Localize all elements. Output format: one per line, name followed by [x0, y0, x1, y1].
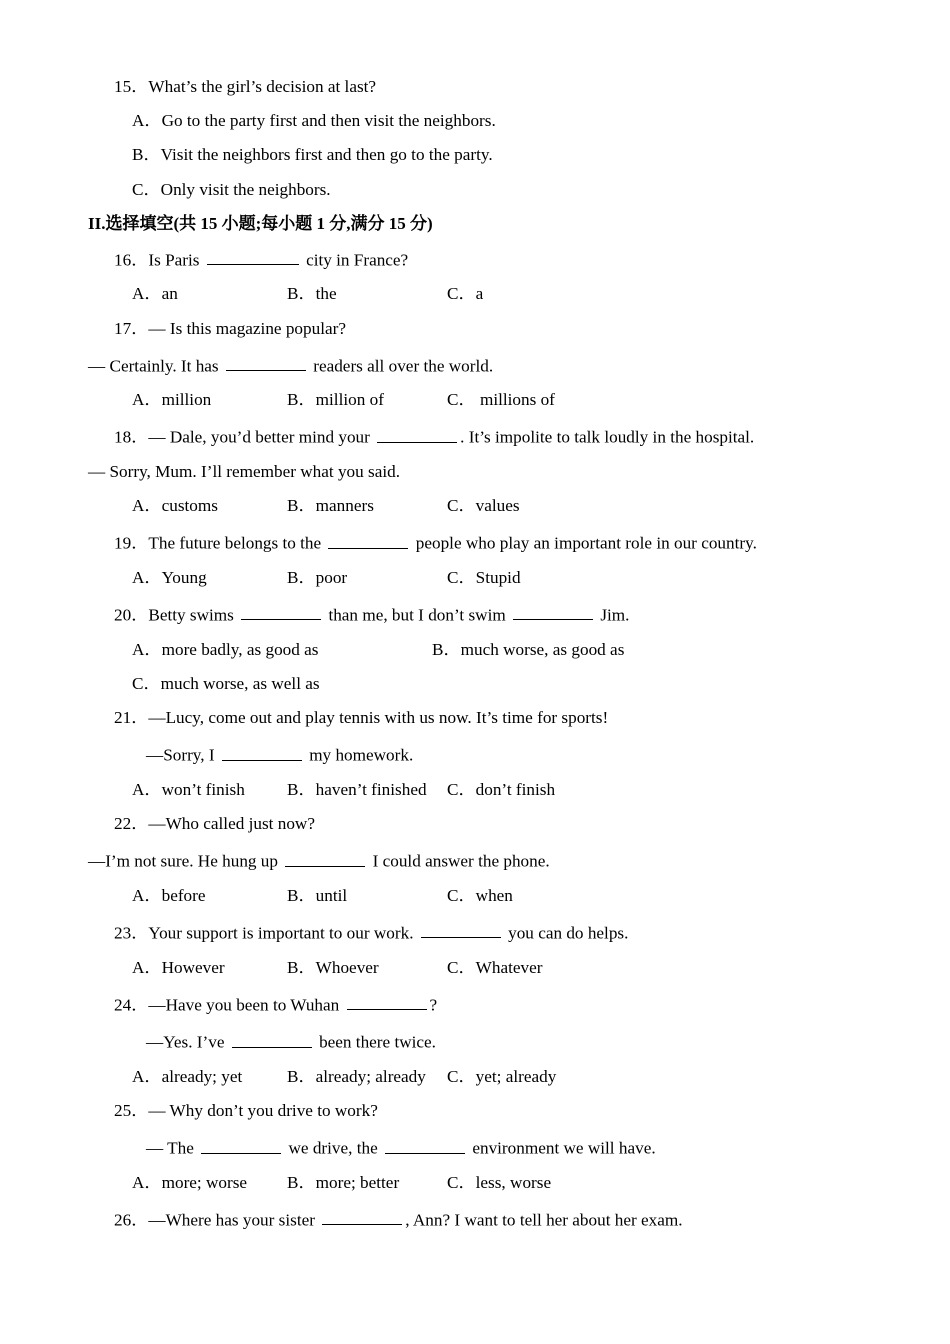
- answer-blank: [328, 531, 408, 548]
- option-row: [132, 641, 830, 658]
- option-row: [132, 569, 830, 586]
- answer-option[interactable]: A．more badly, as good as: [132, 639, 319, 659]
- answer-option[interactable]: B．much worse, as good as: [432, 639, 625, 659]
- answer-option[interactable]: B．the: [287, 284, 337, 304]
- answer-option[interactable]: B．million of: [287, 390, 384, 410]
- answer-option[interactable]: B．Whoever: [287, 957, 379, 977]
- question-line: 16．Is Paris city in France?: [114, 248, 830, 269]
- answer-option[interactable]: A．already; yet: [132, 1066, 243, 1086]
- question-line: 23．Your support is important to our work. you can do helps.: [114, 921, 830, 942]
- option-row: [132, 1174, 830, 1191]
- answer-option[interactable]: A．more; worse: [132, 1172, 248, 1192]
- question-line: 19．The future belongs to the people who play an important role in our country.: [114, 531, 830, 552]
- answer-option[interactable]: B．haven’t finished: [287, 779, 427, 799]
- answer-option[interactable]: B．already; already: [287, 1066, 426, 1086]
- answer-option[interactable]: A．an: [132, 284, 178, 304]
- answer-option[interactable]: C．much worse, as well as: [132, 673, 320, 693]
- answer-blank: [421, 921, 501, 938]
- answer-option[interactable]: A．customs: [132, 496, 218, 516]
- answer-blank: [232, 1030, 312, 1047]
- option-row: [132, 391, 830, 408]
- answer-blank: [241, 603, 321, 620]
- question-line: 18．— Dale, you’d better mind your . It’s impolite to talk loudly in the hospital.: [114, 425, 830, 446]
- answer-option[interactable]: C． millions of: [447, 390, 555, 410]
- option-row: [132, 887, 830, 904]
- answer-blank: [385, 1136, 465, 1153]
- question-line: — Sorry, Mum. I’ll remember what you said.: [88, 462, 401, 482]
- answer-option[interactable]: C．a: [447, 284, 484, 304]
- question-line: 17．— Is this magazine popular?: [114, 318, 346, 338]
- answer-option[interactable]: C．when: [447, 885, 513, 905]
- answer-option[interactable]: A．before: [132, 885, 206, 905]
- answer-option[interactable]: B．until: [287, 885, 348, 905]
- answer-option[interactable]: C．don’t finish: [447, 779, 556, 799]
- answer-blank: [377, 425, 457, 442]
- answer-option[interactable]: C．Stupid: [447, 567, 521, 587]
- option-row: [132, 781, 830, 798]
- question-line: 15．What’s the girl’s decision at last?: [114, 77, 377, 96]
- question-line: —Sorry, I my homework.: [146, 743, 830, 764]
- answer-option[interactable]: C．less, worse: [447, 1172, 552, 1192]
- question-line: — Certainly. It has readers all over the world.: [88, 354, 830, 375]
- question-line: —I’m not sure. He hung up I could answer the phone.: [88, 849, 830, 870]
- section-heading: II.选择填空(共 15 小题;每小题 1 分,满分 15 分): [88, 213, 433, 233]
- answer-option[interactable]: B．Visit the neighbors first and then go to the party.: [132, 145, 493, 165]
- answer-option[interactable]: A．Young: [132, 567, 207, 587]
- answer-option[interactable]: B．poor: [287, 567, 348, 587]
- answer-blank: [285, 849, 365, 866]
- answer-blank: [201, 1136, 281, 1153]
- question-line: 20．Betty swims than me, but I don’t swim Jim.: [114, 603, 830, 624]
- answer-option[interactable]: A．won’t finish: [132, 779, 245, 799]
- question-line: 25．— Why don’t you drive to work?: [114, 1100, 378, 1120]
- answer-blank: [226, 354, 306, 371]
- question-line: 21．—Lucy, come out and play tennis with us now. It’s time for sports!: [114, 708, 609, 728]
- answer-option[interactable]: C．values: [447, 496, 520, 516]
- question-line: 24．—Have you been to Wuhan ?: [114, 993, 830, 1014]
- option-row: [132, 497, 830, 514]
- answer-blank: [222, 743, 302, 760]
- answer-blank: [347, 993, 427, 1010]
- document-body: [88, 78, 830, 1228]
- question-line: 22．—Who called just now?: [114, 814, 315, 834]
- question-line: 26．—Where has your sister , Ann? I want to tell her about her exam.: [114, 1208, 830, 1229]
- option-row: [132, 285, 830, 302]
- question-line: —Yes. I’ve been there twice.: [146, 1030, 830, 1051]
- answer-option[interactable]: C．yet; already: [447, 1066, 557, 1086]
- answer-blank: [513, 603, 593, 620]
- question-line: — The we drive, the environment we will have.: [146, 1136, 830, 1157]
- answer-option[interactable]: B．manners: [287, 496, 374, 516]
- answer-option[interactable]: A．Go to the party first and then visit the neighbors.: [132, 111, 496, 131]
- answer-option[interactable]: A．However: [132, 957, 225, 977]
- answer-option[interactable]: B．more; better: [287, 1172, 400, 1192]
- answer-blank: [322, 1208, 402, 1225]
- answer-blank: [207, 248, 299, 265]
- option-row: [132, 1068, 830, 1085]
- option-row: [132, 959, 830, 976]
- answer-option[interactable]: C．Whatever: [447, 957, 543, 977]
- answer-option[interactable]: A．million: [132, 390, 212, 410]
- answer-option[interactable]: C．Only visit the neighbors.: [132, 179, 331, 199]
